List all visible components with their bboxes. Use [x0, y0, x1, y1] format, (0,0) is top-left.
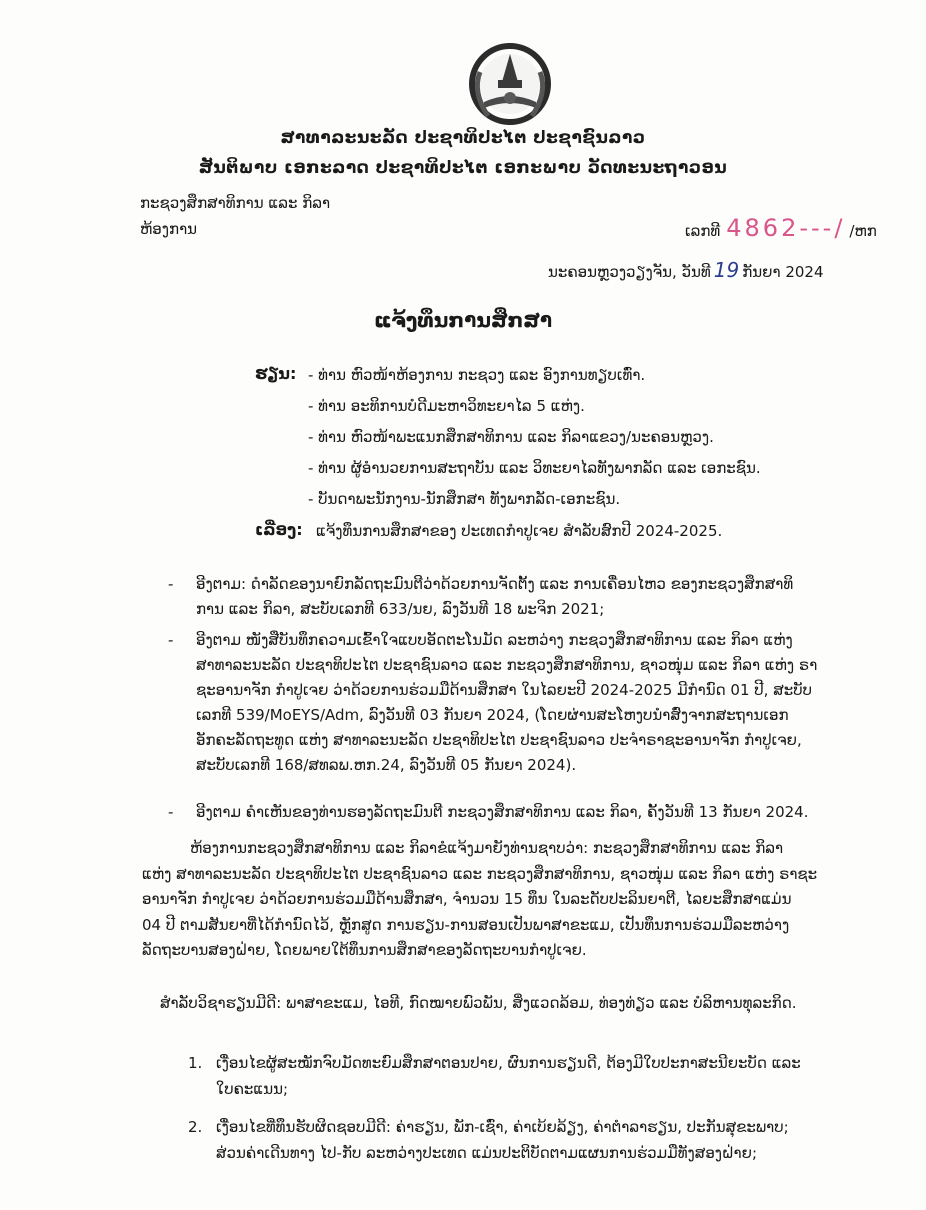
document-number	[685, 214, 877, 242]
date-suffix: ກັນຍາ 2024	[742, 263, 824, 281]
study-fields-line: ສຳລັບວິຊາຮຽນມີດີ: ພາສາຂະແມ, ໄອທີ, ກົດໝາຍພົວພັນ, ສິ່ງແວດລ້ອມ, ທ່ອງທ່ຽວ ແລະ ບໍລິຫານທຸລະກິດ.	[160, 994, 797, 1012]
subject-text: ແຈ້ງທຶນການສຶກສາຂອງ ປະເທດກຳປູເຈຍ ສຳລັບສົກປີ 2024-2025.	[316, 522, 723, 540]
document-date	[548, 258, 824, 282]
doc-number-label: ເລກທີ	[685, 222, 721, 240]
condition-item: 2. ເງື່ອນໄຂທີ່ທຶນຮັບຜິດຊອບມີດີ: ຄ່າຮຽນ, ພັກ-ເຊົ່າ, ຄ່າເບ້ຍລ້ຽງ, ຄ່າຕຳລາຮຽນ, ປະກັນສຸຂະພາບ; ສ່ວນຄ່າເດີນທາງ ໄປ-ກັບ ລະຫວ່າງປະເທດ ແມ່ນປະຕິບັດຕາມແຜນການຮ່ວມມືທັງສອງຝ່າຍ;	[188, 1118, 789, 1162]
recipient-item: - ທ່ານ ຫົວໜ້າຫ້ອງການ ກະຊວງ ແລະ ອົງການທຽບເທົ່າ.	[308, 366, 646, 384]
ministry-name: ກະຊວງສຶກສາທິການ ແລະ ກິລາ	[140, 194, 331, 212]
date-prefix: ນະຄອນຫຼວງວຽງຈັນ, ວັນທີ	[548, 263, 711, 281]
recipient-item: - ທ່ານ ອະທິການບໍດີມະຫາວິທະຍາໄລ 5 ແຫ່ງ.	[308, 397, 585, 415]
condition-item: 1. ເງື່ອນໄຂຜູ້ສະໝັກຈົບມັດທະຍົມສຶກສາຕອນປາຍ, ຜົນການຮຽນດີ, ຕ້ອງມີໃບປະກາສະນີຍະບັດ ແລະ ໃບຄະແນນ;	[188, 1054, 801, 1098]
document-title: ແຈ້ງທຶນການສຶກສາ	[373, 308, 553, 332]
doc-number-suffix: /ຫກ	[849, 222, 877, 240]
department-name: ຫ້ອງການ	[140, 220, 198, 238]
subject-label: ເລື່ອງ:	[255, 520, 303, 539]
recipient-item: - ທ່ານ ຜູ້ອຳນວຍການສະຖາບັນ ແລະ ວິທະຍາໄລທັງພາກລັດ ແລະ ເອກະຊົນ.	[308, 459, 761, 477]
recipient-item: - ທ່ານ ຫົວໜ້າພະແນກສຶກສາທິການ ແລະ ກິລາແຂວງ/ນະຄອນຫຼວງ.	[308, 428, 714, 446]
recipients-label: ຮຽນ:	[255, 364, 297, 383]
doc-number-handwritten: 4862---/	[726, 214, 846, 242]
reference-item: - ອີງຕາມ ໜັງສືບັນທຶກຄວາມເຂົ້າໃຈແບບອັດຕະໂນມັດ ລະຫວ່າງ ກະຊວງສຶກສາທິການ ແລະ ກິລາ ແຫ່ງ ສາທາລະນະລັດ ປະຊາທິປະໄຕ ປະຊາຊົນລາວ ແລະ ກະຊວງສຶກສາທິການ, ຊາວໜຸ່ມ ແລະ ກິລາ ແຫ່ງ ຣາ ຊະອານາຈັກ ກຳປູເຈຍ ວ່າດ້ວຍການຮ່ວມມືດ້ານສຶກສາ ໃນໄລຍະປີ 2024-2025 ມີກຳນົດ 01 ປີ, ສະບັບ ເລກທີ 539/MoEYS/Adm, ລົງວັນທີ 03 ກັນຍາ 2024, (ໂດຍຜ່ານສະໂຫງບນຳສົ່ງຈາກສະຖານເອກ ອັກຄະລັດຖະທູດ ແຫ່ງ ສາທາລະນະລັດ ປະຊາທິປະໄຕ ປະຊາຊົນລາວ ປະຈຳຣາຊະອານາຈັກ ກຳປູເຈຍ, ສະບັບເລກທີ 168/ສທລພ.ຫກ.24, ລົງວັນທີ 05 ກັນຍາ 2024).	[168, 631, 818, 774]
motto-header: ສັນຕິພາບ ເອກະລາດ ປະຊາທິປະໄຕ ເອກະພາບ ວັດທະນະຖາວອນ	[198, 158, 728, 178]
date-day-handwritten: 19	[713, 258, 740, 282]
country-header: ສາທາລະນະລັດ ປະຊາທິປະໄຕ ປະຊາຊົນລາວ	[280, 128, 646, 148]
recipient-item: - ບັນດາພະນັກງານ-ນັກສຶກສາ ທັງພາກລັດ-ເອກະຊົນ.	[308, 490, 621, 508]
body-paragraph: ຫ້ອງການກະຊວງສຶກສາທິການ ແລະ ກິລາຂໍແຈ້ງມາຍັງທ່ານຊາບວ່າ: ກະຊວງສຶກສາທິການ ແລະ ກິລາ ແຫ່ງ ສາທາລະນະລັດ ປະຊາທິປະໄຕ ປະຊາຊົນລາວ ແລະ ກະຊວງສຶກສາທິການ, ຊາວໜຸ່ມ ແລະ ກິລາ ແຫ່ງ ຣາຊະ ອານາຈັກ ກຳປູເຈຍ ວ່າດ້ວຍການຮ່ວມມືດ້ານສຶກສາ, ຈຳນວນ 15 ທຶນ ໃນລະດັບປະລິນຍາຕີ, ໄລຍະສຶກສາແມ່ນ 04 ປີ ຕາມສັນຍາທີ່ໄດ້ກຳນົດໄວ້, ຫຼັກສູດ ການຮຽນ-ການສອນເປັນພາສາຂະແມ, ເປັນທຶນການຮ່ວມມືລະຫວ່າງ ລັດຖະບານສອງຝ່າຍ, ໂດຍພາຍໃຕ້ທຶນການສຶກສາຂອງລັດຖະບານກຳປູເຈຍ.	[142, 839, 818, 959]
national-emblem-icon	[462, 42, 558, 126]
reference-item: - ອີງຕາມ: ດຳລັດຂອງນາຍົກລັດຖະມົນຕີວ່າດ້ວຍການຈັດຕັ້ງ ແລະ ການເຄື່ອນໄຫວ ຂອງກະຊວງສຶກສາທິ ການ ແລະ ກິລາ, ສະບັບເລກທີ 633/ນຍ, ລົງວັນທີ 18 ພະຈິກ 2021;	[168, 575, 794, 618]
reference-item: - ອີງຕາມ ຄຳເຫັນຂອງທ່ານຮອງລັດຖະມົນຕີ ກະຊວງສຶກສາທິການ ແລະ ກິລາ, ຄັ້ງວັນທີ 13 ກັນຍາ 2024.	[168, 803, 809, 821]
